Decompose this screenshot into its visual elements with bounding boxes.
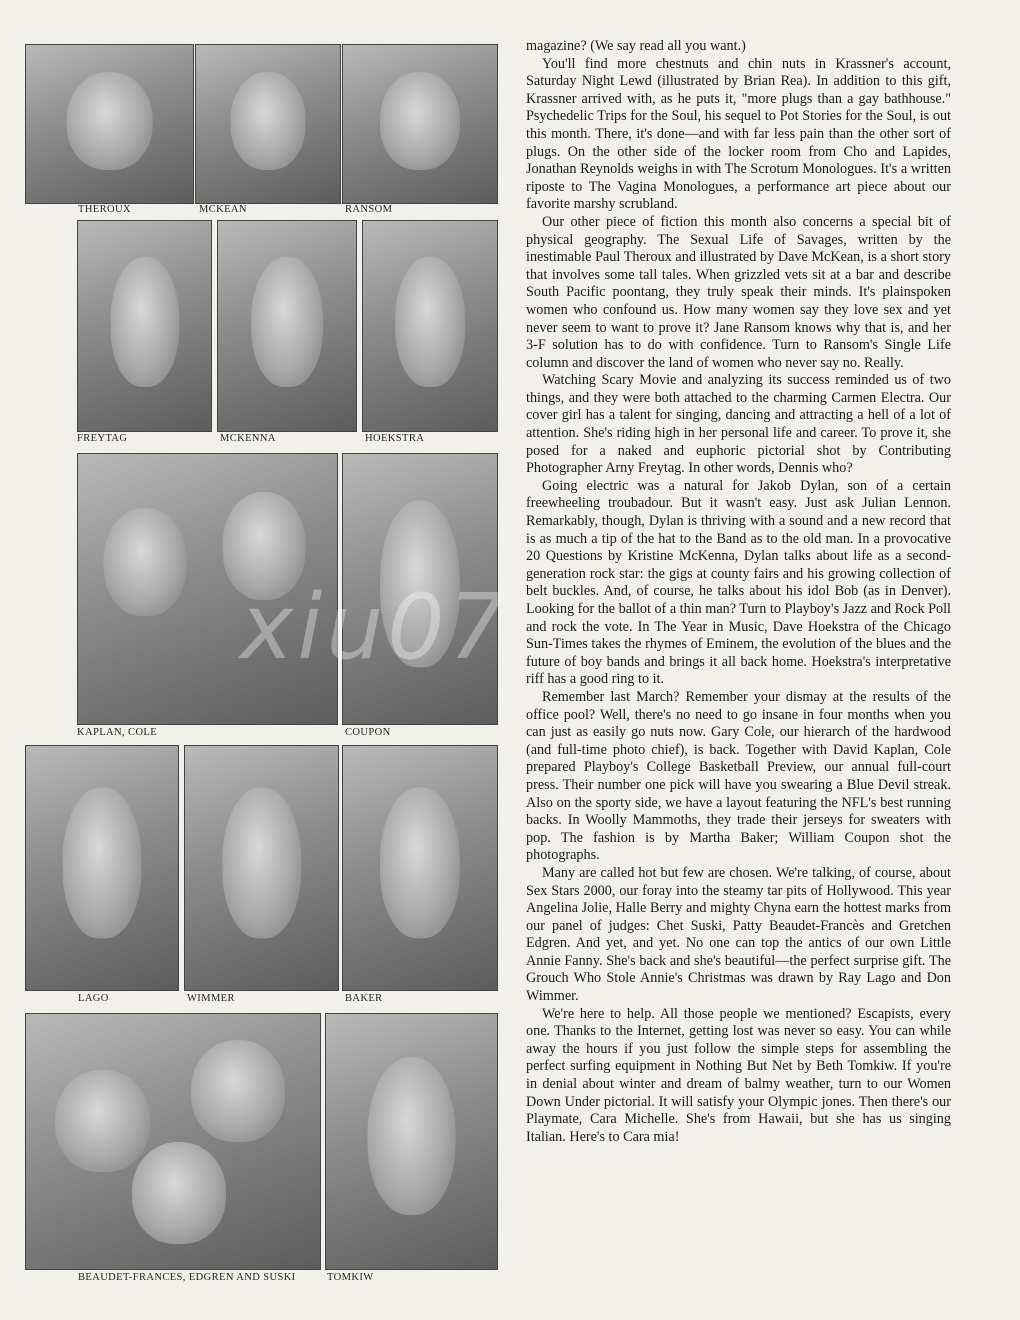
caption-mckean: MCKEAN — [199, 204, 247, 215]
paragraph: Our other piece of fiction this month also concerns a special bit of physical geography. The Sexual Life of Savages, written by the inestimable Paul Theroux and illustrated by Dave McKean, is a short story that involves some tall tales. When grizzled vets sit at a bar and describe South Pacific poontang, they truly speak their minds. It's plainspoken women who confound us. How many women say they love sex and yet never seem to want to prove it? Jane Ransom knows why that is, and her 3-F solution has to do with confidence. Turn to Ransom's Single Life column and discover the land of women who never say no. Really. — [526, 213, 951, 371]
caption-beaudet-edgren-suski: BEAUDET-FRANCES, EDGREN AND SUSKI — [78, 1272, 296, 1283]
photo-mckean — [195, 44, 341, 204]
caption-wimmer: WIMMER — [187, 993, 235, 1004]
caption-kaplan-cole: KAPLAN, COLE — [77, 727, 158, 738]
caption-lago: LAGO — [78, 993, 109, 1004]
photo-theroux — [25, 44, 194, 204]
paragraph: We're here to help. All those people we mentioned? Escapists, every one. Thanks to the Internet, getting lost was never so easy. You can while away the hours if you just follow the simple steps for assembling the perfect surfing equipment in Nothing But Net by Beth Tomkiw. If you're in denial about winter and dream of balmy weather, turn to our Women Down Under pictorial. It will satisfy your Olympic jones. Then there's our Playmate, Cara Michelle. She's from Hawaii, but she has us singing Italian. Here's to Cara mia! — [526, 1005, 951, 1145]
photo-baker — [342, 745, 498, 991]
photo-freytag — [77, 220, 212, 432]
photo-mckenna — [217, 220, 357, 432]
photo-beaudet-edgren-suski — [25, 1013, 321, 1270]
paragraph: Going electric was a natural for Jakob Dylan, son of a certain freewheeling troubadour. But it wasn't easy. Just ask Julian Lennon. Remarkably, though, Dylan is thriving with a sound and a new record that is as much a tip of the hat to the Band as to the old man. In a provocative 20 Questions by Kristine McKenna, Dylan talks about life as a second-generation rock star: the gigs at county fairs and his growing collection of belt buckles. And, of course, he talks about his idol Bob (as in Denver). Looking for the ballot of a thin man? Turn to Playboy's Jazz and Rock Poll and rock the vote. In The Year in Music, Dave Hoekstra of the Chicago Sun-Times takes the rhymes of Eminem, the evolution of the blues and the future of boy bands and brings it all back home. Hoekstra's interpretative riff has a good ring to it. — [526, 477, 951, 688]
caption-freytag: FREYTAG — [77, 433, 128, 444]
photo-wimmer — [184, 745, 339, 991]
photo-ransom — [342, 44, 498, 204]
photo-lago — [25, 745, 179, 991]
paragraph: Watching Scary Movie and analyzing its success reminded us of two things, and they were both attached to the charming Carmen Electra. Our cover girl has a talent for singing, dancing and attracting a hell of a lot of attention. She's riding high in her personal life and career. To prove it, she posed for a naked and euphoric pictorial shot by Contributing Photographer Arny Freytag. In other words, Dennis who? — [526, 372, 951, 477]
paragraph: Remember last March? Remember your dismay at the results of the office pool? Well, there's no need to go insane in four months when you can just as easily go nuts now. Gary Cole, our hierarch of the hardwood (and full-time photo chief), is back. Together with David Kaplan, Cole prepared Playboy's College Basketball Preview, our annual full-court press. Their number one pick will have you swearing a Blue Devil streak. Also on the sporty side, we have a layout featuring the NFL's best running backs. In Woolly Mammoths, they trade their jerseys for sweaters with pop. The fashion is by Martha Baker; William Coupon shot the photographs. — [526, 688, 951, 864]
article-column — [526, 38, 951, 1146]
watermark: xiu07 — [240, 575, 510, 680]
caption-ransom: RANSOM — [345, 204, 393, 215]
caption-theroux: THEROUX — [78, 204, 131, 215]
photo-hoekstra — [362, 220, 498, 432]
caption-coupon: COUPON — [345, 727, 391, 738]
caption-tomkiw: TOMKIW — [327, 1272, 374, 1283]
caption-mckenna: MCKENNA — [220, 433, 276, 444]
paragraph: You'll find more chestnuts and chin nuts in Krassner's account, Saturday Night Lewd (illustrated by Brian Rea). In addition to this gift, Krassner arrived with, as he puts it, "more plugs than a gay bathhouse." Psychedelic Trips for the Soul, his sequel to Pot Stories for the Soul, is out this month. There, it's done—and with far less pain than the other sort of plugs. On the other side of the locker room from Cho and Lapides, Jonathan Reynolds weighs in with The Scrotum Monologues. It's a written riposte to The Vagina Monologues, a performance art piece about our favorite marshy scrubland. — [526, 55, 951, 213]
paragraph: magazine? (We say read all you want.) — [526, 38, 746, 54]
caption-baker: BAKER — [345, 993, 383, 1004]
paragraph: Many are called hot but few are chosen. We're talking, of course, about Sex Stars 2000, our foray into the steamy tar pits of Hollywood. This year Angelina Jolie, Halle Berry and mighty Chyna earn the hottest marks from our panel of judges: Chet Suski, Patty Beaudet-Francès and Gretchen Edgren. And yet, and yet. No one can top the antics of our own Little Annie Fanny. She's back and she's beautiful—the perfect surprise gift. The Grouch Who Stole Annie's Christmas was drawn by Ray Lago and Don Wimmer. — [526, 864, 951, 1005]
caption-hoekstra: HOEKSTRA — [365, 433, 425, 444]
photo-tomkiw — [325, 1013, 498, 1270]
